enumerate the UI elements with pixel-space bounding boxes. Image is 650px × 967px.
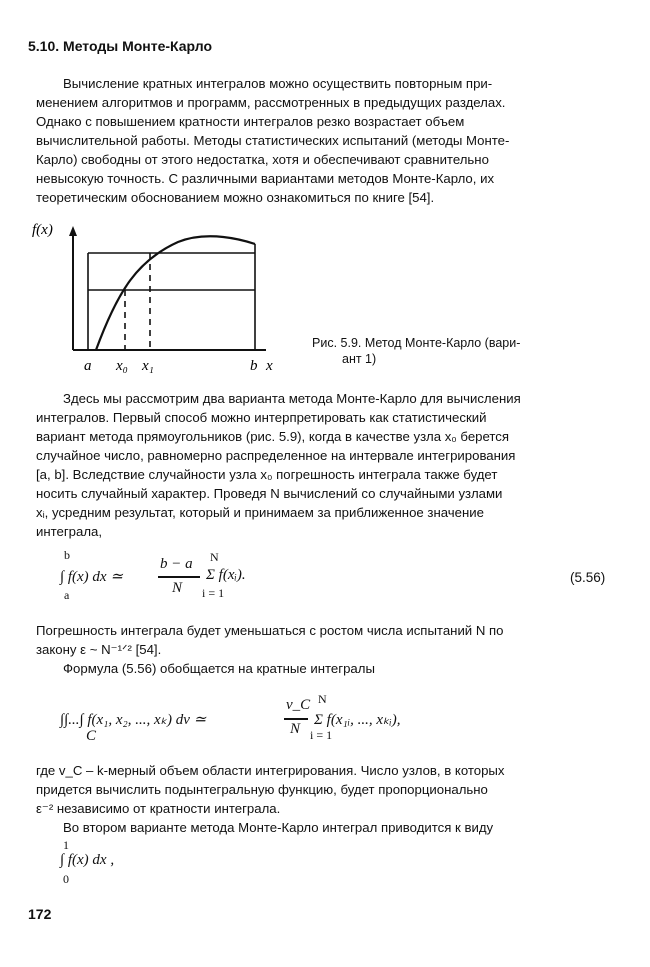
text-line: носить случайный характер. Проведя N вычислений со случайными узлами xyxy=(36,486,503,501)
text-line: невысокую точность. С различными вариантами методов Монте-Карло, их xyxy=(36,171,495,186)
fraction-denominator: N xyxy=(172,580,183,596)
paragraph-4: Формула (5.56) обобщается на кратные интегралы xyxy=(63,661,375,676)
text-line: Здесь мы рассмотрим два варианта метода Монте-Карло для вычисления xyxy=(63,391,521,406)
fraction-numerator: b − a xyxy=(160,556,193,572)
text-line: Вычисление кратных интегралов можно осуществить повторным при- xyxy=(63,76,493,91)
text-line: закону ε ~ N⁻¹ᐟ² [54]. xyxy=(36,642,162,657)
text-line: случайное число, равномерно распределенное на интервале интегрирования xyxy=(36,448,516,463)
fraction-denominator: N xyxy=(290,721,301,737)
page-number: 172 xyxy=(28,906,52,922)
y-axis-arrow xyxy=(69,226,77,236)
text-line: Однако с повышением кратности интегралов резко возрастает объем xyxy=(36,114,465,129)
integral-lower-limit: a xyxy=(64,588,70,602)
fraction-bar xyxy=(158,576,200,578)
paragraph-6: Во втором варианте метода Монте-Карло интеграл приводится к виду xyxy=(63,820,494,835)
text-line: вариант метода прямоугольников (рис. 5.9), когда в качестве узла x₀ берется xyxy=(36,429,510,444)
x-label-a: a xyxy=(84,358,92,374)
integral-expression: ∫ f(x) dx , xyxy=(60,852,115,868)
text-line: Погрешность интеграла будет уменьшаться с ростом числа испытаний N по xyxy=(36,623,504,638)
figure-monte-carlo xyxy=(28,220,298,380)
text-line: [a, b]. Вследствие случайности узла x₀ погрешность интеграла также будет xyxy=(36,467,498,482)
integral-lower-limit: 0 xyxy=(63,872,69,886)
sum-lower-limit: i = 1 xyxy=(202,586,225,600)
text-line: придется вычислить подынтегральную функцию, будет пропорционально xyxy=(36,782,488,797)
section-title: 5.10. Методы Монте-Карло xyxy=(28,38,213,54)
figure-caption-line2: ант 1) xyxy=(342,352,377,366)
figure-caption-line1: Рис. 5.9. Метод Монте-Карло (вари- xyxy=(312,336,521,350)
x-label-x1: x₁ xyxy=(142,358,154,374)
text-line: вычислительной работы. Методы статистических испытаний (методы Монте- xyxy=(36,133,510,148)
text-line: теоретическим обоснованием можно ознакомиться по книге [54]. xyxy=(36,190,435,205)
integration-domain: C xyxy=(86,728,97,744)
fraction-numerator: v_C xyxy=(286,697,311,713)
y-label: f(x) xyxy=(32,222,53,238)
fraction-bar xyxy=(284,718,308,720)
integral-upper-limit: 1 xyxy=(63,838,69,852)
sum-upper-limit: N xyxy=(210,550,219,564)
x-label-x0: x₀ xyxy=(116,358,128,374)
text-line: интеграла, xyxy=(36,524,103,539)
text-line: ε⁻² независимо от кратности интеграла. xyxy=(36,801,281,816)
text-line: xᵢ, усредним результат, который и принимаем за приближенное значение xyxy=(36,505,484,520)
equation-number: (5.56) xyxy=(570,570,606,585)
sum-expression: Σ f(x₁ᵢ, ..., xₖᵢ), xyxy=(314,712,401,728)
multi-integral-expression: ∫∫...∫ f(x₁, x₂, ..., xₖ) dv ≃ xyxy=(60,712,207,728)
text-line: где v_C – k-мерный объем области интегрирования. Число узлов, в которых xyxy=(36,763,505,778)
x-label-b: b xyxy=(250,358,258,374)
sum-lower-limit: i = 1 xyxy=(310,728,333,742)
text-line: интегралов. Первый способ можно интерпретировать как статистический xyxy=(36,410,487,425)
text-line: Карло) свободны от этого недостатка, хотя и обеспечивают сравнительно xyxy=(36,152,489,167)
integral-upper-limit: b xyxy=(64,548,70,562)
integral-expression: ∫ f(x) dx ≃ xyxy=(60,569,123,585)
sum-upper-limit: N xyxy=(318,692,327,706)
text-line: менением алгоритмов и программ, рассмотренных в предыдущих разделах. xyxy=(36,95,506,110)
x-label-x: x xyxy=(266,358,273,374)
sum-expression: Σ f(xᵢ). xyxy=(206,567,246,583)
